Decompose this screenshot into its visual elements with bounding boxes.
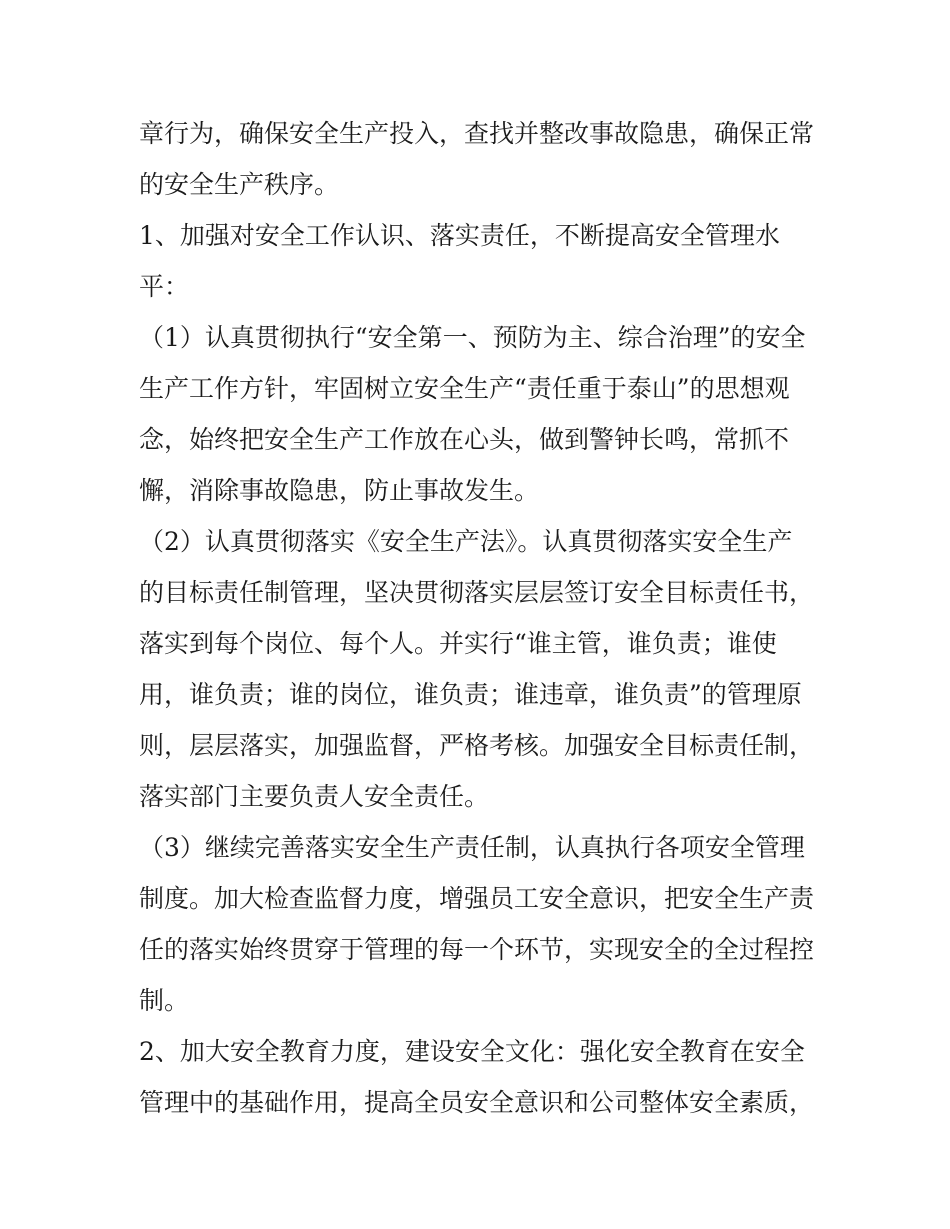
text-line: 管理中的基础作用，提高全员安全意识和公司整体安全素质， (139, 1088, 815, 1117)
text-line: 任的落实始终贯穿于管理的每一个环节，实现安全的全过程控 (139, 935, 815, 964)
text-line: 1、加强对安全工作认识、落实责任，不断提高安全管理水 (139, 221, 780, 250)
text-line: 懈，消除事故隐患，防止事故发生。 (139, 476, 540, 505)
text-line: 2、加大安全教育力度，建设安全文化：强化安全教育在安全 (139, 1037, 805, 1066)
text-line: 念，始终把安全生产工作放在心头，做到警钟长鸣，常抓不 (139, 425, 790, 454)
text-line: 落实部门主要负责人安全责任。 (139, 782, 490, 811)
text-line: 平： (139, 272, 190, 301)
text-line: 生产工作方针，牢固树立安全生产“责任重于泰山”的思想观 (139, 374, 790, 403)
text-line: （2）认真贯彻落实《安全生产法》。认真贯彻落实安全生产 (139, 527, 793, 556)
text-line: 制。 (139, 986, 190, 1015)
text-line: 章行为，确保安全生产投入，查找并整改事故隐患，确保正常 (139, 119, 815, 148)
text-line: 的目标责任制管理，坚决贯彻落实层层签订安全目标责任书， (139, 578, 815, 607)
text-line: （3）继续完善落实安全生产责任制，认真执行各项安全管理 (139, 833, 805, 862)
text-line: 则，层层落实，加强监督，严格考核。加强安全目标责任制， (139, 731, 815, 760)
text-line: 制度。加大检查监督力度，增强员工安全意识，把安全生产责 (139, 884, 815, 913)
text-line: 用，谁负责；谁的岗位，谁负责；谁违章，谁负责”的管理原 (139, 680, 802, 709)
text-line: （1）认真贯彻执行“安全第一、预防为主、综合治理”的安全 (139, 323, 806, 352)
body-text (139, 108, 819, 1128)
text-line: 落实到每个岗位、每个人。并实行“谁主管，谁负责；谁使 (139, 629, 777, 658)
text-line: 的安全生产秩序。 (139, 170, 340, 199)
